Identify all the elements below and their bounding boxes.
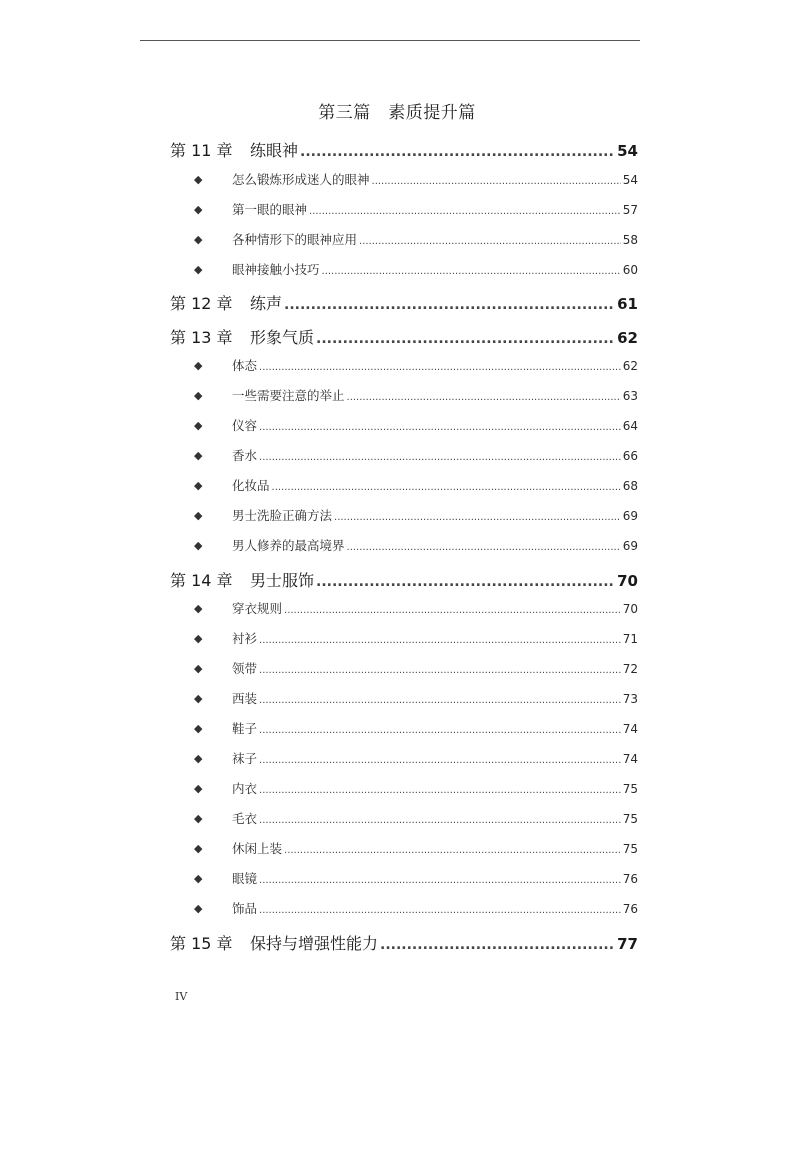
dot-leader — [259, 725, 621, 736]
diamond-bullet-icon: ◆ — [194, 722, 203, 735]
page-number-ref: 72 — [622, 662, 638, 676]
chapter-title: 练声 — [250, 294, 283, 313]
section-title: 衬衫 — [232, 631, 258, 646]
page-number-ref: 75 — [622, 782, 638, 796]
section-title: 仪容 — [232, 418, 258, 433]
dot-leader — [316, 574, 615, 590]
dot-leader — [284, 845, 621, 856]
page-number-ref: 61 — [617, 295, 638, 313]
section-title: 鞋子 — [232, 721, 258, 736]
section-title: 休闲上装 — [232, 841, 283, 856]
toc-section-entry — [194, 416, 638, 434]
chapter-number: 第 13 章 — [170, 328, 233, 347]
toc-section-entry — [194, 629, 638, 647]
diamond-bullet-icon: ◆ — [194, 902, 203, 915]
dot-leader — [259, 422, 621, 433]
toc-section-entry — [194, 779, 638, 797]
page-number-ref: 70 — [617, 572, 638, 590]
diamond-bullet-icon: ◆ — [194, 233, 203, 246]
diamond-bullet-icon: ◆ — [194, 812, 203, 825]
section-title: 饰品 — [232, 901, 258, 916]
page-number-ref: 68 — [622, 479, 638, 493]
toc-section-entry — [194, 536, 638, 554]
toc-section-entry — [194, 260, 638, 278]
dot-leader — [259, 875, 621, 886]
diamond-bullet-icon: ◆ — [194, 203, 203, 216]
toc-chapter-entry — [170, 568, 638, 591]
page-number-ref: 62 — [617, 329, 638, 347]
section-title: 眼镜 — [232, 871, 258, 886]
part-title: 第三篇 素质提升篇 — [318, 103, 476, 123]
toc-section-entry — [194, 869, 638, 887]
section-title: 内衣 — [232, 781, 258, 796]
diamond-bullet-icon: ◆ — [194, 263, 203, 276]
chapter-number: 第 14 章 — [170, 571, 233, 590]
dot-leader — [309, 206, 621, 217]
section-title: 一些需要注意的举止 — [232, 388, 345, 403]
dot-leader — [347, 542, 621, 553]
page-number: IV — [175, 990, 188, 1003]
toc-section-entry — [194, 200, 638, 218]
chapter-number: 第 11 章 — [170, 141, 233, 160]
toc-chapter-entry — [170, 291, 638, 314]
page-number-ref: 57 — [622, 203, 638, 217]
dot-leader — [259, 905, 621, 916]
page-number-ref: 76 — [622, 902, 638, 916]
toc-section-entry — [194, 170, 638, 188]
diamond-bullet-icon: ◆ — [194, 782, 203, 795]
section-title: 毛衣 — [232, 811, 258, 826]
toc-section-entry — [194, 476, 638, 494]
dot-leader — [259, 755, 621, 766]
toc-section-entry — [194, 689, 638, 707]
section-title: 穿衣规则 — [232, 601, 283, 616]
toc-section-entry — [194, 719, 638, 737]
page-number-ref: 74 — [622, 722, 638, 736]
page-number-ref: 58 — [622, 233, 638, 247]
dot-leader — [316, 331, 615, 347]
diamond-bullet-icon: ◆ — [194, 662, 203, 675]
dot-leader — [259, 785, 621, 796]
section-title: 第一眼的眼神 — [232, 202, 308, 217]
dot-leader — [380, 937, 615, 953]
page-number-ref: 77 — [617, 935, 638, 953]
toc-section-entry — [194, 809, 638, 827]
page-number-ref: 75 — [622, 812, 638, 826]
page-number-ref: 71 — [622, 632, 638, 646]
page-number-ref: 54 — [622, 173, 638, 187]
dot-leader — [359, 236, 621, 247]
section-title: 领带 — [232, 661, 258, 676]
chapter-title: 练眼神 — [250, 141, 299, 160]
dot-leader — [322, 266, 621, 277]
section-title: 男人修养的最高境界 — [232, 538, 345, 553]
page-number-ref: 64 — [622, 419, 638, 433]
diamond-bullet-icon: ◆ — [194, 479, 203, 492]
section-title: 香水 — [232, 448, 258, 463]
section-title: 袜子 — [232, 751, 258, 766]
section-title: 男士洗脸正确方法 — [232, 508, 333, 523]
page-number-ref: 66 — [622, 449, 638, 463]
toc-section-entry — [194, 749, 638, 767]
toc-section-entry — [194, 386, 638, 404]
dot-leader — [347, 392, 621, 403]
toc-section-entry — [194, 659, 638, 677]
page-number-ref: 76 — [622, 872, 638, 886]
page-number-ref: 74 — [622, 752, 638, 766]
chapter-title: 男士服饰 — [250, 571, 315, 590]
diamond-bullet-icon: ◆ — [194, 602, 203, 615]
toc-section-entry — [194, 356, 638, 374]
section-title: 眼神接触小技巧 — [232, 262, 320, 277]
section-title: 怎么锻炼形成迷人的眼神 — [232, 172, 370, 187]
diamond-bullet-icon: ◆ — [194, 752, 203, 765]
diamond-bullet-icon: ◆ — [194, 173, 203, 186]
toc-section-entry — [194, 230, 638, 248]
chapter-title: 形象气质 — [250, 328, 315, 347]
dot-leader — [259, 695, 621, 706]
section-title: 各种情形下的眼神应用 — [232, 232, 358, 247]
toc-chapter-entry — [170, 138, 638, 161]
page-number-ref: 62 — [622, 359, 638, 373]
dot-leader — [334, 512, 621, 523]
chapter-title: 保持与增强性能力 — [250, 934, 379, 953]
diamond-bullet-icon: ◆ — [194, 359, 203, 372]
diamond-bullet-icon: ◆ — [194, 842, 203, 855]
diamond-bullet-icon: ◆ — [194, 692, 203, 705]
toc-chapter-entry — [170, 931, 638, 954]
page-number-ref: 73 — [622, 692, 638, 706]
chapter-number: 第 15 章 — [170, 934, 233, 953]
page-number-ref: 69 — [622, 539, 638, 553]
diamond-bullet-icon: ◆ — [194, 632, 203, 645]
page-number-ref: 70 — [622, 602, 638, 616]
dot-leader — [259, 635, 621, 646]
toc-chapter-entry — [170, 325, 638, 348]
section-title: 西装 — [232, 691, 258, 706]
diamond-bullet-icon: ◆ — [194, 872, 203, 885]
dot-leader — [300, 144, 615, 160]
diamond-bullet-icon: ◆ — [194, 389, 203, 402]
toc-section-entry — [194, 839, 638, 857]
section-title: 化妆品 — [232, 478, 270, 493]
dot-leader — [259, 452, 621, 463]
dot-leader — [284, 297, 615, 313]
diamond-bullet-icon: ◆ — [194, 449, 203, 462]
dot-leader — [372, 176, 621, 187]
section-title: 体态 — [232, 358, 258, 373]
page-number-ref: 54 — [617, 142, 638, 160]
toc-section-entry — [194, 506, 638, 524]
dot-leader — [259, 815, 621, 826]
toc-section-entry — [194, 446, 638, 464]
dot-leader — [259, 362, 621, 373]
diamond-bullet-icon: ◆ — [194, 509, 203, 522]
page-number-ref: 63 — [622, 389, 638, 403]
toc-section-entry — [194, 599, 638, 617]
dot-leader — [272, 482, 621, 493]
toc-section-entry — [194, 899, 638, 917]
dot-leader — [284, 605, 621, 616]
page-number-ref: 60 — [622, 263, 638, 277]
chapter-number: 第 12 章 — [170, 294, 233, 313]
diamond-bullet-icon: ◆ — [194, 539, 203, 552]
page-number-ref: 69 — [622, 509, 638, 523]
page-number-ref: 75 — [622, 842, 638, 856]
diamond-bullet-icon: ◆ — [194, 419, 203, 432]
dot-leader — [259, 665, 621, 676]
